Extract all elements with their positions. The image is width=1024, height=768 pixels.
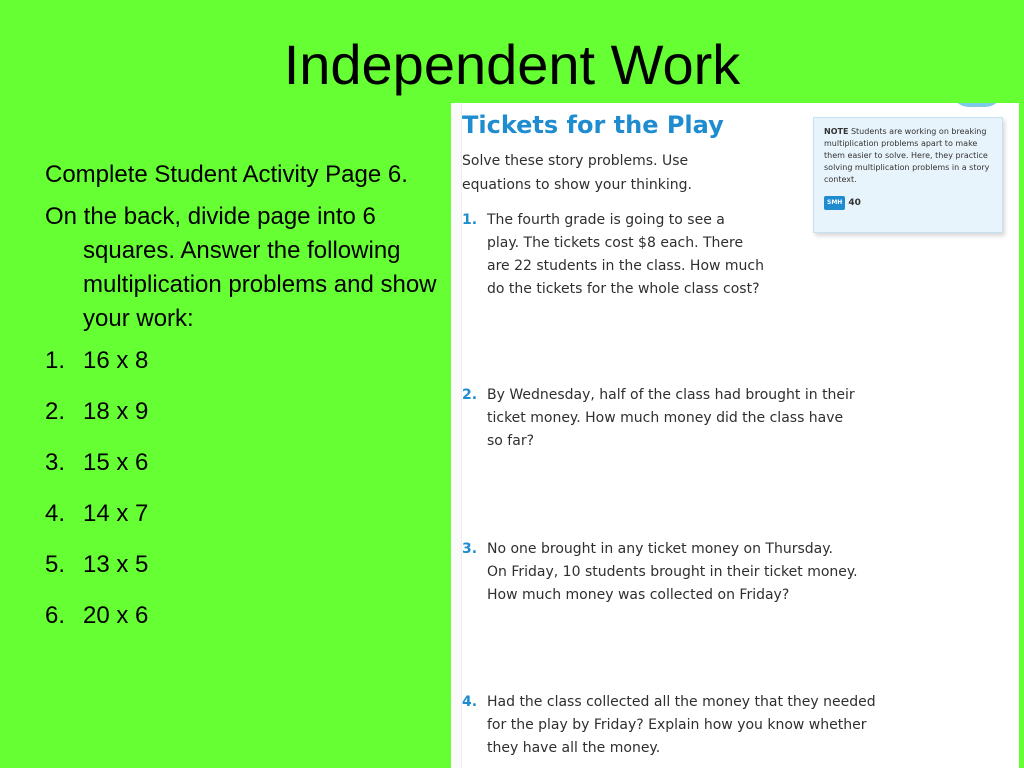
question-item — [462, 384, 855, 453]
problem-text: 15 x 6 — [83, 449, 149, 476]
question-text: By Wednesday, half of the class had brought in their ticket money. How much money did the class have so far? — [487, 387, 855, 449]
smh-badge: SMH — [824, 196, 845, 210]
problem-number: 4. — [45, 500, 66, 527]
question-item — [462, 691, 876, 760]
question-number: 2. — [462, 387, 478, 403]
instruction-divide-page: On the back, divide page into 6 squares. Answer the following multiplication problems and show your work: — [45, 203, 437, 332]
question-text: Had the class collected all the money that they needed for the play by Friday? Explain how you know whether they have all the money. — [487, 694, 876, 756]
problem-number: 1. — [45, 347, 66, 374]
teacher-note — [813, 117, 1003, 233]
instructions-panel — [45, 158, 450, 650]
question-text: No one brought in any ticket money on Thursday. On Friday, 10 students brought in their ticket money. How much money was collected on Friday? — [487, 541, 858, 603]
question-number: 1. — [462, 212, 478, 228]
problem-number: 2. — [45, 398, 66, 425]
problem-list — [45, 344, 450, 650]
question-text: The fourth grade is going to see a play. The tickets cost $8 each. There are 22 students in the class. How much do the tickets for the whole class cost? — [487, 212, 764, 297]
worksheet-edge — [451, 103, 462, 768]
worksheet-corner-decoration — [951, 103, 1003, 107]
question-number: 3. — [462, 541, 478, 557]
instruction-activity-page: Complete Student Activity Page 6. — [45, 161, 408, 188]
question-number: 4. — [462, 694, 478, 710]
problem-text: 13 x 5 — [83, 551, 149, 578]
problem-number: 6. — [45, 602, 66, 629]
worksheet-image — [451, 103, 1019, 768]
problem-item — [45, 344, 450, 395]
problem-item — [45, 446, 450, 497]
problem-item — [45, 497, 450, 548]
note-text: Students are working on breaking multiplication problems apart to make them easier to solve. Here, they practice solving multiplication problems in a story context. — [824, 127, 990, 184]
problem-number: 3. — [45, 449, 66, 476]
problem-number: 5. — [45, 551, 66, 578]
question-item — [462, 538, 858, 607]
question-item — [462, 209, 764, 301]
worksheet-title: Tickets for the Play — [462, 111, 724, 139]
problem-text: 14 x 7 — [83, 500, 149, 527]
problem-text: 20 x 6 — [83, 602, 149, 629]
note-page-number: 40 — [848, 198, 861, 208]
note-label: NOTE — [824, 127, 849, 136]
problem-item — [45, 599, 450, 650]
slide-title: Independent Work — [283, 33, 741, 96]
note-reference — [824, 196, 992, 210]
problem-text: 16 x 8 — [83, 347, 149, 374]
problem-text: 18 x 9 — [83, 398, 149, 425]
worksheet-intro: Solve these story problems. Use equations to show your thinking. — [462, 153, 692, 193]
problem-item — [45, 548, 450, 599]
problem-item — [45, 395, 450, 446]
